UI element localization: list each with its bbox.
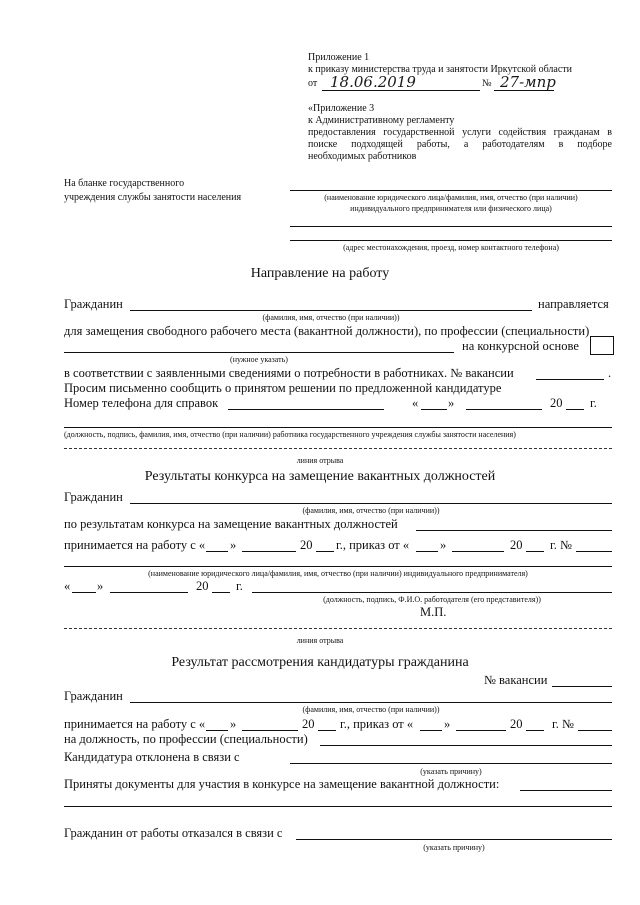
appendix3-line4: поиске подходящей работы, а работодателям в подборе: [308, 139, 612, 150]
contest-fio-caption: (фамилия, имя, отчество (при наличии)): [302, 506, 440, 515]
contest-results: по результатам конкурса на замещение вакантных должностей: [64, 517, 398, 531]
direction-needed-line[interactable]: [64, 352, 454, 353]
result-rejected: Кандидатура отклонена в связи с: [64, 750, 240, 764]
cut-line-label-2: линия отрыва: [296, 636, 344, 645]
direction-title: Направление на работу: [250, 266, 390, 281]
phone-year-suffix: г.: [590, 396, 597, 410]
result-position-line[interactable]: [320, 745, 612, 746]
result-accepted: принимается на работу с «: [64, 717, 206, 731]
contest-title: Результаты конкурса на замещение вакантных должностей: [144, 469, 496, 484]
result-citizen-line[interactable]: [130, 702, 612, 703]
contest-sign-month-line[interactable]: [110, 592, 188, 593]
direction-fio-caption: (фамилия, имя, отчество (при наличии)): [262, 313, 400, 322]
contest-results-line[interactable]: [416, 530, 612, 531]
contest-sign-quote-close: »: [97, 579, 104, 593]
contest-year3: 20: [196, 579, 209, 593]
employer-caption1: (наименование юридического лица/фамилия, имя, отчество (при наличии): [324, 193, 578, 202]
result-year2: 20: [510, 717, 523, 731]
result-reason-caption: (указать причину): [420, 767, 482, 776]
result-refused-line[interactable]: [296, 839, 612, 840]
result-documents-line2[interactable]: [64, 806, 612, 807]
contest-quote-open: «: [64, 579, 71, 593]
direction-needed-caption: (нужное указать): [230, 355, 288, 364]
appendix3-line5: необходимых работников: [308, 151, 417, 162]
result-order-quote-close: »: [444, 717, 451, 731]
appendix3-line3: предоставления государственной услуги содействия гражданам в: [308, 127, 612, 138]
direction-vacancy-line: для замещения свободного рабочего места (вакантной должности), по профессии (специальности): [64, 324, 590, 338]
phone-year-line[interactable]: [566, 409, 584, 410]
result-order-month-line[interactable]: [456, 730, 506, 731]
contest-sign-day-line[interactable]: [72, 592, 96, 593]
blank-line1: На бланке государственного: [64, 178, 185, 189]
result-rejected-line[interactable]: [290, 763, 612, 764]
phone-month-line[interactable]: [466, 409, 542, 410]
appendix-number: 27-мпр: [500, 73, 556, 91]
direction-please: Просим письменно сообщить о принятом решении по предложенной кандидатуре: [64, 381, 502, 395]
appendix-number-label: №: [482, 78, 492, 89]
result-day-line[interactable]: [206, 730, 228, 731]
result-order: г., приказ от «: [340, 717, 414, 731]
signature-caption: (должность, подпись, фамилия, имя, отчество (при наличии) работника государственного учреждения службы занятости населения): [64, 430, 516, 439]
contest-citizen-label: Гражданин: [64, 490, 123, 504]
appendix-from-label: от: [308, 78, 318, 89]
contest-sign-line[interactable]: [252, 592, 612, 593]
appendix-line1: Приложение 1: [308, 52, 370, 63]
result-refused: Гражданин от работы отказался в связи с: [64, 826, 283, 840]
phone-quote-open: «: [412, 396, 419, 410]
phone-quote-close: »: [448, 396, 455, 410]
competitive-checkbox[interactable]: [590, 336, 614, 355]
cut-line-label-1: линия отрыва: [296, 456, 344, 465]
result-documents: Приняты документы для участия в конкурсе на замещение вакантной должности:: [64, 777, 500, 791]
result-documents-line[interactable]: [520, 790, 612, 791]
direction-competitive: на конкурсной основе: [462, 339, 579, 353]
phone-line[interactable]: [228, 409, 384, 410]
direction-dot: .: [608, 366, 612, 380]
contest-number-line[interactable]: [576, 551, 612, 552]
contest-day-line[interactable]: [206, 551, 228, 552]
direction-is-sent: направляется: [538, 297, 609, 311]
contest-employer-caption: (наименование юридического лица/фамилия, имя, отчество (при наличии) индивидуального предпринимателя): [148, 569, 528, 578]
contest-order-month-line[interactable]: [452, 551, 504, 552]
employer-line: [290, 190, 612, 191]
number-underline: [494, 90, 554, 91]
contest-order: г., приказ от «: [336, 538, 410, 552]
direction-phone-label: Номер телефона для справок: [64, 396, 219, 410]
date-underline: [322, 90, 480, 91]
contest-year2-line[interactable]: [526, 551, 544, 552]
result-position: на должность, по профессии (специальности): [64, 732, 308, 746]
address-caption: (адрес местонахождения, проезд, номер контактного телефона): [343, 243, 559, 252]
appendix-date: 18.06.2019: [330, 73, 416, 91]
contest-mp: М.П.: [420, 605, 447, 619]
result-title: Результат рассмотрения кандидатуры гражданина: [171, 655, 469, 670]
result-year-line[interactable]: [318, 730, 336, 731]
employer-caption2: индивидуального предпринимателя или физического лица): [350, 204, 552, 213]
direction-citizen-label: Гражданин: [64, 297, 123, 311]
result-vacancy-label: № вакансии: [484, 673, 548, 687]
contest-employer-line[interactable]: [64, 566, 612, 567]
phone-year: 20: [550, 396, 563, 410]
phone-day-line[interactable]: [421, 409, 447, 410]
contest-g: г.: [236, 579, 243, 593]
result-year2-line[interactable]: [526, 730, 544, 731]
appendix3-line2: к Административному регламенту: [308, 115, 455, 126]
contest-order-day-line[interactable]: [416, 551, 438, 552]
result-number-line[interactable]: [578, 730, 612, 731]
contest-quote-close: »: [230, 538, 237, 552]
result-quote-close: »: [230, 717, 237, 731]
result-month-line[interactable]: [242, 730, 298, 731]
contest-year3-line[interactable]: [212, 592, 230, 593]
blank-line2: учреждения службы занятости населения: [64, 192, 242, 203]
result-year: 20: [302, 717, 315, 731]
result-reason-caption2: (указать причину): [423, 843, 485, 852]
result-citizen-label: Гражданин: [64, 689, 123, 703]
result-fio-caption: (фамилия, имя, отчество (при наличии)): [302, 705, 440, 714]
cut-line-2: [64, 628, 612, 629]
vacancy-number-line[interactable]: [536, 379, 604, 380]
contest-citizen-line[interactable]: [130, 503, 612, 504]
contest-sign-caption: (должность, подпись, Ф.И.О. работодателя (его представителя)): [323, 595, 541, 604]
appendix3-line1: «Приложение 3: [308, 103, 375, 114]
result-number: г. №: [552, 717, 574, 731]
direction-citizen-line[interactable]: [130, 310, 532, 311]
contest-year: 20: [300, 538, 313, 552]
employer-line2: [290, 226, 612, 227]
cut-line-1: [64, 448, 612, 449]
contest-accepted: принимается на работу с «: [64, 538, 206, 552]
address-line: [290, 240, 612, 241]
signature-line[interactable]: [64, 427, 612, 428]
contest-order-quote-close: »: [440, 538, 447, 552]
direction-accordance: в соответствии с заявленными сведениями о потребности в работниках. № вакансии: [64, 366, 514, 380]
contest-number: г. №: [550, 538, 572, 552]
result-vacancy-line[interactable]: [552, 686, 612, 687]
result-order-day-line[interactable]: [420, 730, 442, 731]
contest-year2: 20: [510, 538, 523, 552]
contest-year-line[interactable]: [316, 551, 334, 552]
contest-month-line[interactable]: [242, 551, 296, 552]
appendix-line2: к приказу министерства труда и занятости Иркутской области: [308, 64, 573, 75]
